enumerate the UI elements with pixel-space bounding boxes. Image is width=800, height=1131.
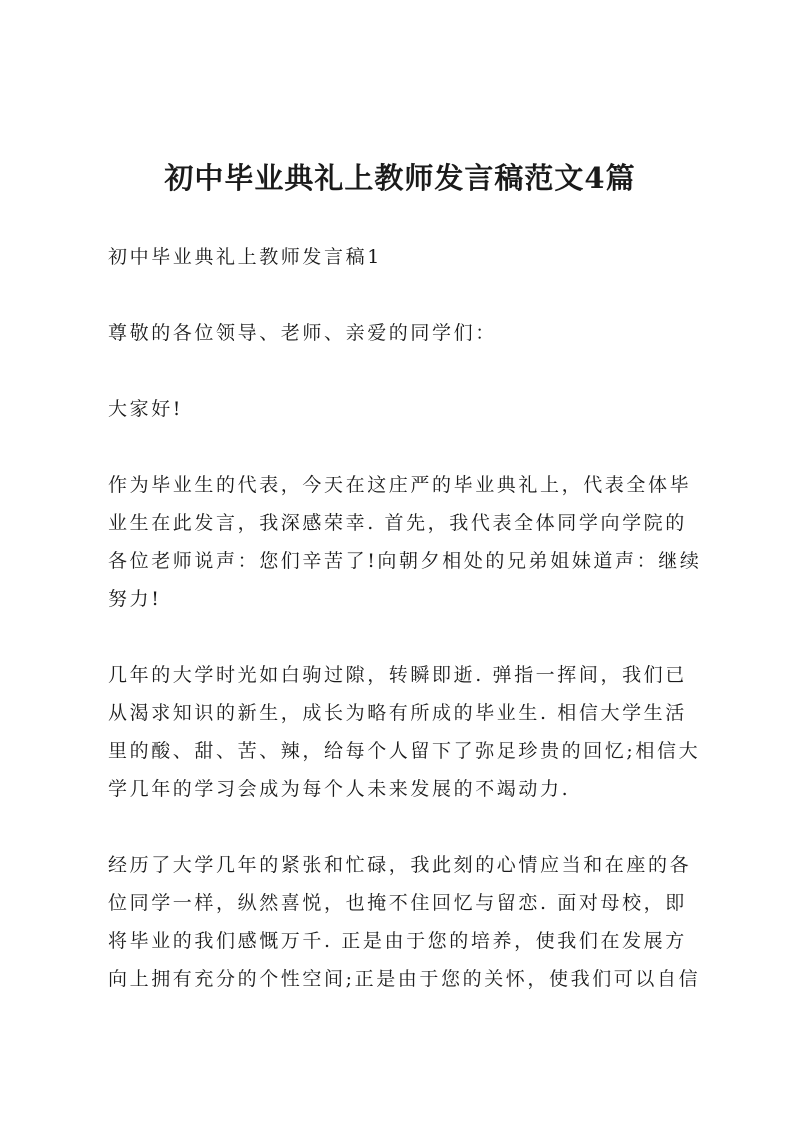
- text-line: 位同学一样，纵然喜悦，也掩不住回忆与留恋. 面对母校，即: [108, 892, 687, 914]
- text-line: 学几年的学习会成为每个人未来发展的不竭动力.: [108, 778, 571, 800]
- paragraph-salutation: [108, 314, 700, 352]
- paragraph-section-heading: [108, 238, 700, 276]
- text-line: 几年的大学时光如白驹过隙，转瞬即逝. 弹指一挥间，我们已: [108, 664, 687, 686]
- paragraph-body: [108, 466, 700, 618]
- paragraph-body: [108, 656, 700, 808]
- text-line: 各位老师说声：您们辛苦了!向朝夕相处的兄弟姐妹道声：继续: [108, 550, 702, 572]
- paragraph-greeting: [108, 390, 700, 428]
- paragraph-body: [108, 846, 700, 998]
- text-line: 将毕业的我们感慨万千. 正是由于您的培养，使我们在发展方: [108, 930, 687, 952]
- text-line: 作为毕业生的代表，今天在这庄严的毕业典礼上，代表全体毕: [108, 474, 692, 496]
- text-line: 尊敬的各位领导、老师、亲爱的同学们：: [108, 322, 497, 344]
- text-line: 初中毕业典礼上教师发言稿1: [108, 246, 382, 268]
- text-line: 努力!: [108, 588, 162, 610]
- document-title: 初中毕业典礼上教师发言稿范文4篇: [164, 161, 636, 195]
- text-line: 里的酸、甜、苦、辣，给每个人留下了弥足珍贵的回忆;相信大: [108, 740, 701, 762]
- text-line: 从渴求知识的新生，成长为略有所成的毕业生. 相信大学生活: [108, 702, 687, 724]
- document-body: [108, 238, 700, 1036]
- text-line: 业生在此发言，我深感荣幸. 首先，我代表全体同学向学院的: [108, 512, 687, 534]
- text-line: 经历了大学几年的紧张和忙碌，我此刻的心情应当和在座的各: [108, 854, 692, 876]
- text-line: 大家好!: [108, 398, 184, 420]
- text-line: 向上拥有充分的个性空间;正是由于您的关怀，使我们可以自信: [108, 968, 701, 990]
